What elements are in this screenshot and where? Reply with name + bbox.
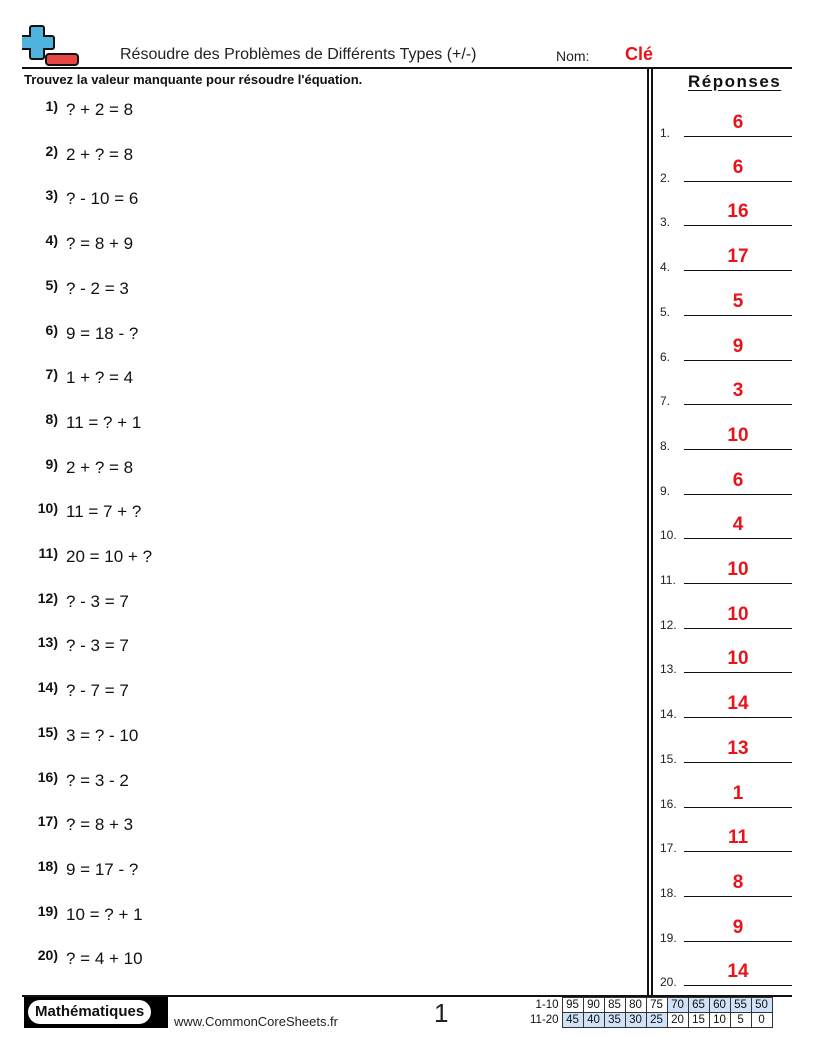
answer-item (660, 199, 792, 229)
question-equation: ? = 8 + 3 (66, 815, 134, 835)
answer-number: 10. (660, 528, 677, 543)
score-cell: 15 (688, 1013, 709, 1028)
question-item (24, 189, 138, 213)
question-equation: 1 + ? = 4 (66, 368, 134, 388)
answer-item (660, 289, 792, 319)
answer-line (684, 136, 792, 137)
question-item (24, 949, 143, 973)
question-number: 13) (37, 634, 58, 651)
question-equation: 10 = ? + 1 (66, 904, 143, 924)
score-cell: 40 (583, 1013, 604, 1028)
question-number: 11) (38, 545, 58, 561)
score-cell: 60 (709, 998, 730, 1013)
answer-item (660, 691, 792, 721)
answer-number: 9. (660, 483, 671, 498)
name-label: Nom: (556, 48, 590, 64)
score-cell: 90 (583, 998, 604, 1013)
answer-item (660, 468, 792, 498)
answer-line (684, 851, 792, 852)
answer-value: 5 (732, 290, 744, 312)
score-cell: 95 (562, 998, 583, 1013)
answer-value: 17 (727, 246, 749, 268)
answer-line (684, 941, 792, 942)
answer-value: 13 (727, 737, 749, 759)
question-equation: 2 + ? = 8 (66, 457, 134, 477)
score-cell: 35 (604, 1013, 625, 1028)
answer-value: 6 (732, 156, 744, 178)
question-item (24, 276, 129, 303)
score-range: 1-10 (535, 999, 559, 1011)
answer-number: 8. (660, 438, 671, 453)
answer-value: 9 (732, 916, 744, 938)
question-item (24, 902, 143, 929)
answer-value: 6 (732, 112, 744, 133)
header-divider (22, 67, 792, 69)
instructions: Trouvez la valeur manquante pour résoudre l'équation. (24, 72, 363, 87)
question-equation: 20 = 10 + ? (66, 547, 153, 566)
answer-item (660, 959, 792, 989)
score-cell: 80 (625, 998, 646, 1013)
question-equation: ? = 3 - 2 (66, 770, 129, 790)
question-number: 2) (45, 142, 58, 159)
question-item (24, 547, 152, 571)
question-item (24, 681, 129, 705)
answer-line (684, 449, 792, 450)
question-item (24, 815, 133, 839)
answer-line (684, 181, 792, 182)
answer-number: 5. (660, 304, 671, 319)
answer-number: 19. (660, 930, 677, 945)
score-row (528, 998, 772, 1013)
answer-number: 18. (660, 885, 677, 900)
answer-value: 4 (732, 514, 744, 536)
question-equation: ? - 3 = 7 (66, 591, 129, 611)
plus-minus-logo-icon (22, 24, 80, 68)
answer-line (684, 404, 792, 405)
question-item (24, 410, 142, 437)
question-equation: 9 = 17 - ? (66, 859, 139, 879)
answer-line (684, 538, 792, 539)
question-item (24, 857, 139, 884)
answer-item (660, 244, 792, 274)
score-cell: 65 (688, 998, 709, 1013)
answer-number: 11. (660, 573, 676, 587)
score-cell: 70 (667, 998, 688, 1013)
worksheet-title: Résoudre des Problèmes de Différents Types (+/-) (120, 46, 477, 63)
question-number: 17) (37, 813, 58, 830)
question-item (24, 142, 134, 169)
question-number: 16) (37, 768, 58, 785)
answer-line (684, 360, 792, 361)
question-equation: ? = 8 + 9 (66, 234, 134, 254)
subject-badge: Mathématiques (28, 1000, 151, 1024)
page-number: 1 (434, 998, 449, 1028)
answer-line (684, 717, 792, 718)
question-equation: ? - 2 = 3 (66, 278, 129, 298)
score-cell: 0 (751, 1013, 772, 1028)
answer-line (684, 628, 792, 629)
answer-value: 6 (732, 469, 744, 491)
answer-line (684, 494, 792, 495)
answer-value: 10 (727, 559, 749, 580)
answer-value: 1 (732, 782, 744, 804)
answer-value: 3 (732, 380, 744, 402)
question-equation: 2 + ? = 8 (66, 144, 134, 164)
answer-value: 9 (732, 335, 744, 357)
answer-number: 13. (660, 662, 677, 677)
site-link[interactable]: www.CommonCoreSheets.fr (174, 1014, 338, 1029)
question-equation: ? - 3 = 7 (66, 636, 129, 656)
column-divider (647, 68, 649, 996)
question-item (24, 455, 134, 482)
question-number: 12) (37, 589, 58, 606)
score-cell: 75 (646, 998, 667, 1013)
answer-number: 14. (660, 707, 677, 722)
question-number: 19) (37, 902, 58, 919)
answer-item (660, 334, 792, 364)
question-number: 8) (45, 410, 58, 427)
question-item (24, 768, 129, 795)
score-cell: 85 (604, 998, 625, 1013)
answer-item (660, 378, 792, 408)
score-cell: 55 (730, 998, 751, 1013)
answer-value: 11 (727, 827, 749, 849)
answer-number: 6. (660, 349, 671, 364)
answer-value: 8 (732, 871, 744, 893)
answer-value: 10 (727, 648, 749, 670)
question-item (24, 321, 139, 348)
answer-item (660, 557, 792, 587)
answer-value: 16 (727, 201, 749, 223)
question-item (24, 589, 129, 616)
answer-number: 15. (660, 751, 677, 766)
answer-line (684, 583, 792, 584)
answers-heading: Réponses (688, 72, 782, 91)
question-equation: 11 = 7 + ? (66, 502, 142, 522)
answer-line (684, 315, 792, 316)
answer-item (660, 915, 792, 945)
answer-line (684, 672, 792, 673)
answer-number: 20. (660, 975, 677, 990)
answer-value: 10 (727, 603, 749, 625)
answer-number: 17. (660, 841, 677, 856)
answer-line (684, 807, 792, 808)
answer-item (660, 870, 792, 900)
answer-item (660, 646, 792, 676)
question-number: 15) (37, 723, 58, 740)
answer-value: 14 (727, 693, 749, 715)
question-number: 18) (37, 857, 58, 874)
question-equation: ? - 10 = 6 (66, 189, 139, 209)
question-number: 20) (37, 947, 58, 964)
score-row (528, 1013, 772, 1028)
question-item (24, 636, 129, 660)
answer-value: 10 (727, 424, 749, 446)
score-cell: 20 (667, 1013, 688, 1028)
answer-line (684, 896, 792, 897)
question-equation: ? = 4 + 10 (66, 949, 143, 969)
question-number: 10) (37, 500, 58, 517)
answer-item (660, 602, 792, 632)
question-item (24, 368, 133, 392)
question-number: 6) (45, 321, 58, 338)
score-cell: 10 (709, 1013, 730, 1028)
answer-line (684, 225, 792, 226)
answer-item (660, 512, 792, 542)
question-number: 4) (45, 232, 58, 249)
question-equation: 11 = ? + 1 (66, 412, 142, 432)
score-range: 11-20 (530, 1014, 559, 1026)
answer-number: 7. (660, 394, 671, 409)
question-number: 5) (45, 276, 58, 293)
answer-number: 4. (660, 260, 671, 275)
question-equation: ? + 2 = 8 (66, 100, 134, 119)
question-equation: 3 = ? - 10 (66, 725, 139, 745)
question-number: 3) (45, 187, 58, 204)
answer-number: 3. (660, 215, 671, 230)
score-cell: 50 (751, 998, 772, 1013)
answer-line (684, 985, 792, 986)
answer-line (684, 762, 792, 763)
score-table (528, 997, 773, 1028)
answer-item (660, 781, 792, 811)
score-cell: 45 (562, 1013, 583, 1028)
score-cell: 5 (730, 1013, 751, 1028)
answer-number: 1. (660, 126, 671, 140)
name-value: Clé (625, 44, 654, 64)
answer-item (660, 825, 792, 855)
answer-item (660, 423, 792, 453)
answer-number: 12. (660, 617, 677, 632)
question-item (24, 100, 133, 124)
answer-item (660, 155, 792, 185)
question-number: 9) (45, 455, 58, 472)
question-number: 1) (45, 98, 58, 114)
answer-item (660, 736, 792, 766)
question-number: 7) (45, 366, 58, 383)
score-cell: 25 (646, 1013, 667, 1028)
answer-value: 14 (727, 961, 749, 983)
score-cell: 30 (625, 1013, 646, 1028)
question-item (24, 723, 139, 750)
answer-number: 2. (660, 170, 671, 185)
question-item (24, 502, 141, 526)
question-item (24, 234, 133, 258)
question-number: 14) (37, 679, 58, 696)
answer-item (660, 110, 792, 140)
answer-line (684, 270, 792, 271)
answer-number: 16. (660, 796, 677, 811)
question-equation: 9 = 18 - ? (66, 323, 139, 343)
question-equation: ? - 7 = 7 (66, 681, 129, 701)
column-divider (651, 68, 653, 996)
